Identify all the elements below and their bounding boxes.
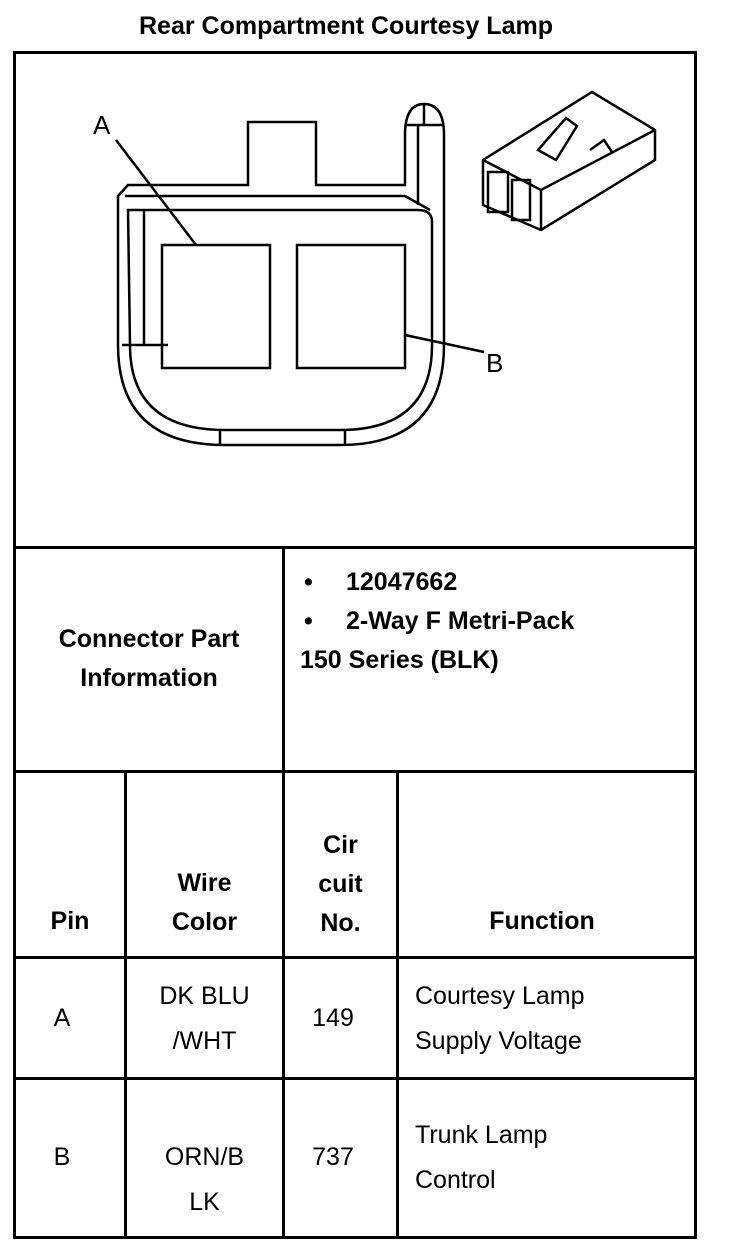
- row-a-function: Courtesy Lamp Supply Voltage: [415, 982, 585, 1055]
- pin-a-cavity: [162, 245, 270, 368]
- pin-b-cavity: [297, 245, 405, 368]
- connector-series: 150 Series (BLK): [300, 646, 499, 674]
- connector-housing-inner: [128, 210, 432, 430]
- connector-info-label: Connector Part Information: [58, 625, 240, 692]
- row-b-function: Trunk Lamp Control: [415, 1121, 548, 1194]
- divider-info: [13, 770, 697, 773]
- part-number: 12047662: [346, 568, 458, 596]
- row-a-pin: A: [53, 1004, 71, 1032]
- header-pin: Pin: [50, 907, 90, 935]
- connector-housing-outline: [118, 104, 444, 445]
- divider-row-a: [13, 1077, 697, 1080]
- header-circuit-no: Cir cuit No.: [318, 831, 363, 937]
- row-a-wire-color: DK BLU /WHT: [159, 982, 250, 1055]
- connector-info-values: [300, 563, 694, 680]
- connector-diagram: [0, 0, 736, 548]
- bullet-icon: •: [304, 607, 313, 635]
- pin-b-callout: B: [486, 348, 504, 378]
- bullet-icon: •: [304, 568, 313, 596]
- row-b-circuit: 737: [312, 1143, 354, 1171]
- row-b-pin: B: [53, 1143, 71, 1171]
- divider-header: [13, 956, 697, 959]
- divider-diagram: [13, 546, 697, 549]
- header-wire-color: Wire Color: [171, 869, 238, 936]
- row-a-circuit: 149: [312, 1004, 354, 1032]
- column-divider-function: [396, 770, 399, 1239]
- page-title: Rear Compartment Courtesy Lamp: [139, 12, 553, 40]
- row-b-wire-color: ORN/B LK: [164, 1143, 245, 1216]
- pin-a-callout: A: [93, 110, 111, 140]
- header-function: Function: [489, 907, 595, 935]
- connector-description: 2-Way F Metri-Pack: [346, 607, 575, 635]
- connector-3d-view: [483, 92, 655, 230]
